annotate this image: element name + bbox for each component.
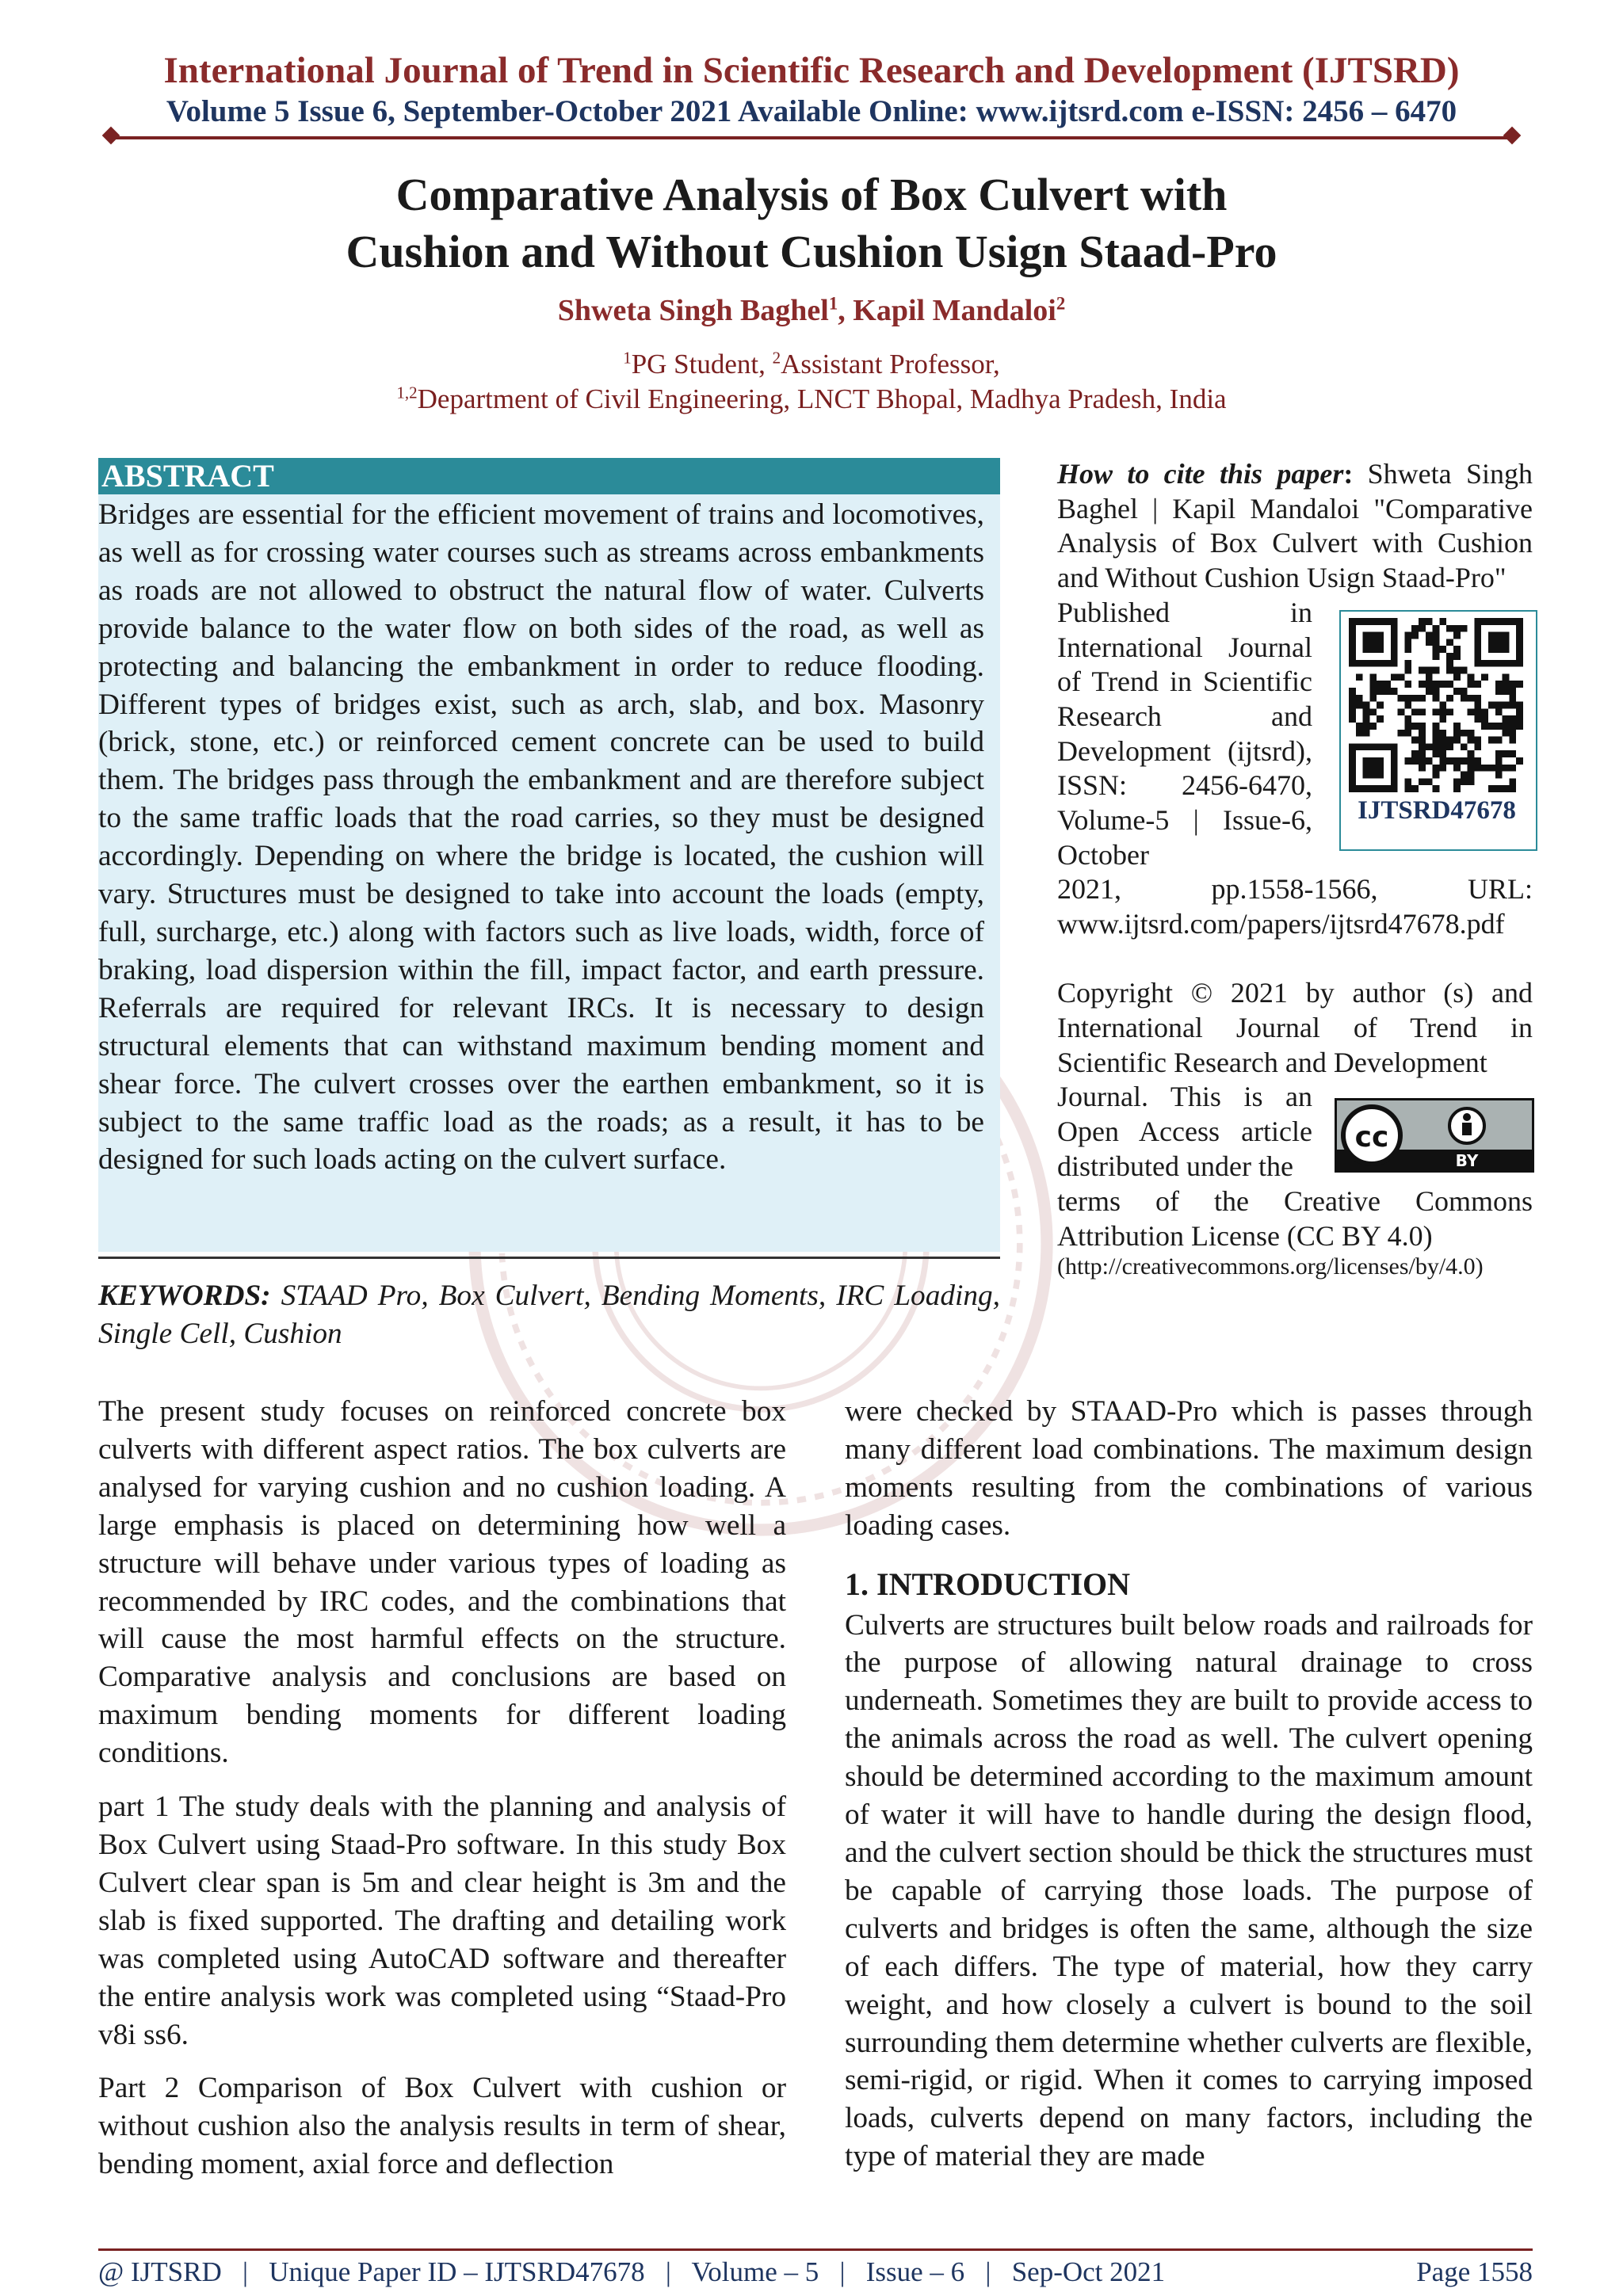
left-column xyxy=(98,1393,786,2183)
paper-title-line1: Comparative Analysis of Box Culvert with xyxy=(395,169,1228,220)
copyright-text-top: Copyright © 2021 by author (s) and International Journal of Trend in Scientific Research and Development xyxy=(1057,977,1533,1078)
cc-by-license-badge xyxy=(1335,1098,1534,1173)
cc-badge-label: cc xyxy=(1354,1121,1389,1154)
citation-text-top: Shweta Singh Baghel | Kapil Mandaloi "Comparative Analysis of Box Culvert with Cushion and Without Cushion Usign Staad-Pro" xyxy=(1057,458,1533,594)
citation-label: How to cite this paper xyxy=(1057,458,1344,490)
journal-title: International Journal of Trend in Scientific Research and Development (IJTSRD) xyxy=(163,50,1460,91)
page-number: Page 1558 xyxy=(1416,2256,1533,2287)
abstract-text: Bridges are essential for the efficient movement of trains and locomotives, as well as for crossing water courses such as streams across embankments as roads are not allowed to obstruct the natural flow of water. Culverts provide balance to the water flow on both sides of the road, as well as protecting and balancing the embankment in order to reduce flooding. Different types of bridges exist, such as arch, slab, and box. Masonry (brick, stone, etc.) or reinforced cement concrete can be used to build them. The bridges pass through the embankment and are therefore subject to the same traffic loads that the road carries, so they must be designed accordingly. Depending on where the bridge is located, the cushion will vary. Structures must be designed to take into account the loads (empty, full, surcharge, etc.) along with factors such as live loads, width, force of braking, load dispersion within the fill, impact factor, and earth pressure. Referrals are required for relevant IRCs. It is necessary to design structural elements that can withstand maximum bending moment and shear force. The culvert crosses over the earthen embankment, so it is subject to the same traffic load as the roads; as a result, it has to be designed for such loads acting on the culvert surface. xyxy=(98,498,984,1177)
authors xyxy=(0,293,1623,328)
author-separator: , xyxy=(838,294,854,327)
right-column xyxy=(845,1393,1533,2176)
affil-role-2: Assistant Professor, xyxy=(781,349,1000,379)
citation-top xyxy=(1057,457,1533,596)
affil-role-1: PG Student, xyxy=(631,349,773,379)
cc-license-url: (http://creativecommons.org/licenses/by/4.0) xyxy=(1057,1253,1484,1280)
affil-sup-2: 2 xyxy=(772,348,781,368)
copyright-text-bottom: terms of the Creative Commons Attribution License (CC BY 4.0) xyxy=(1057,1184,1533,1252)
journal-volume-line: Volume 5 Issue 6, September-October 2021 Available Online: www.ijtsrd.com e-ISSN: 2456 – 6470 xyxy=(166,94,1457,128)
header-divider xyxy=(111,136,1512,139)
paper-title-line2: Cushion and Without Cushion Usign Staad-Pro xyxy=(346,226,1277,277)
divider-diamond-right xyxy=(1503,127,1522,145)
affiliation-roles xyxy=(0,349,1623,380)
affiliation-department xyxy=(0,383,1623,415)
divider-diamond-left xyxy=(102,127,120,145)
keywords xyxy=(98,1277,1000,1353)
author-2: Kapil Mandaloi xyxy=(853,294,1056,327)
footer-divider xyxy=(98,2248,1533,2251)
citation-text-bottom: 2021, pp.1558-1566, URL: www.ijtsrd.com/papers/ijtsrd47678.pdf xyxy=(1057,873,1533,940)
keywords-label: KEYWORDS: xyxy=(98,1280,271,1312)
introduction-heading: 1. INTRODUCTION xyxy=(845,1566,1131,1602)
author-1: Shweta Singh Baghel xyxy=(557,294,829,327)
by-badge-label: BY xyxy=(1455,1151,1479,1170)
left-paragraph-3: Part 2 Comparison of Box Culvert with cushion or without cushion also the analysis results in term of shear, bending moment, axial force and deflection xyxy=(98,2072,786,2181)
right-paragraph-1: were checked by STAAD-Pro which is passes through many different load combinations. The maximum design moments resulting from the combinations of various loading cases. xyxy=(845,1395,1533,1542)
cc-by-icon xyxy=(1337,1100,1532,1170)
footer-info: @ IJTSRD | Unique Paper ID – IJTSRD47678 | Volume – 5 | Issue – 6 | Sep-Oct 2021 xyxy=(98,2256,1166,2287)
affil-dept: Department of Civil Engineering, LNCT Bhopal, Madhya Pradesh, India xyxy=(417,383,1227,414)
affil-dept-sup: 1,2 xyxy=(396,383,418,402)
left-paragraph-2: part 1 The study deals with the planning and analysis of Box Culvert using Staad-Pro software. In this study Box Culvert clear span is 5m and clear height is 3m and the slab is fixed supported. The drafting and detailing work was completed using AutoCAD software and thereafter the entire analysis work was completed using “Staad-Pro v8i ss6. xyxy=(98,1791,786,2051)
keywords-text: STAAD Pro, Box Culvert, Bending Moments, IRC Loading, Single Cell, Cushion xyxy=(98,1280,1000,1350)
qr-code-icon xyxy=(1349,618,1523,792)
paper-id-badge: IJTSRD47678 xyxy=(1358,796,1516,825)
copyright-text-narrow: Journal. This is an Open Access article distributed under the xyxy=(1057,1081,1312,1182)
author-1-affil: 1 xyxy=(828,293,838,314)
right-paragraph-2: Culverts are structures built below roads and railroads for the purpose of allowing natural drainage to cross underneath. Sometimes they are built to provide access to the animals across the road as well. The culvert opening should be determined according to the maximum amount of water it will have to handle during the design flood, and the culvert section should be thick the structures must be capable of carrying those loads. The purpose of culverts and bridges is often the same, although the size of each differs. The type of material, how they carry weight, and how closely a culvert is bound to the soil surrounding them determine whether culverts are flexible, semi-rigid, or rigid. When it comes to carrying imposed loads, culverts depend on many factors, including the type of material they are made xyxy=(845,1608,1533,2173)
author-2-affil: 2 xyxy=(1056,293,1066,314)
abstract-bottom-rule xyxy=(98,1257,1000,1259)
paper-title xyxy=(0,166,1623,280)
affil-sup-1: 1 xyxy=(623,348,632,368)
citation-text-narrow: Published in International Journal of Trend in Scientific Research and Development (ijtsrd), ISSN: 2456-6470, Volume-5 | Issue-6, October xyxy=(1057,596,1312,871)
citation-colon: : xyxy=(1343,458,1354,490)
left-paragraph-1: The present study focuses on reinforced concrete box culverts with different aspect ratios. The box culverts are analysed for varying cushion and no cushion loading. A large emphasis is placed on determining how well a structure will behave under various types of loading as recommended by IRC codes, and the combinations that will cause the most harmful effects on the structure. Comparative analysis and conclusions are based on maximum bending moments for different loading conditions. xyxy=(98,1395,786,1770)
abstract-heading: ABSTRACT xyxy=(101,458,274,494)
